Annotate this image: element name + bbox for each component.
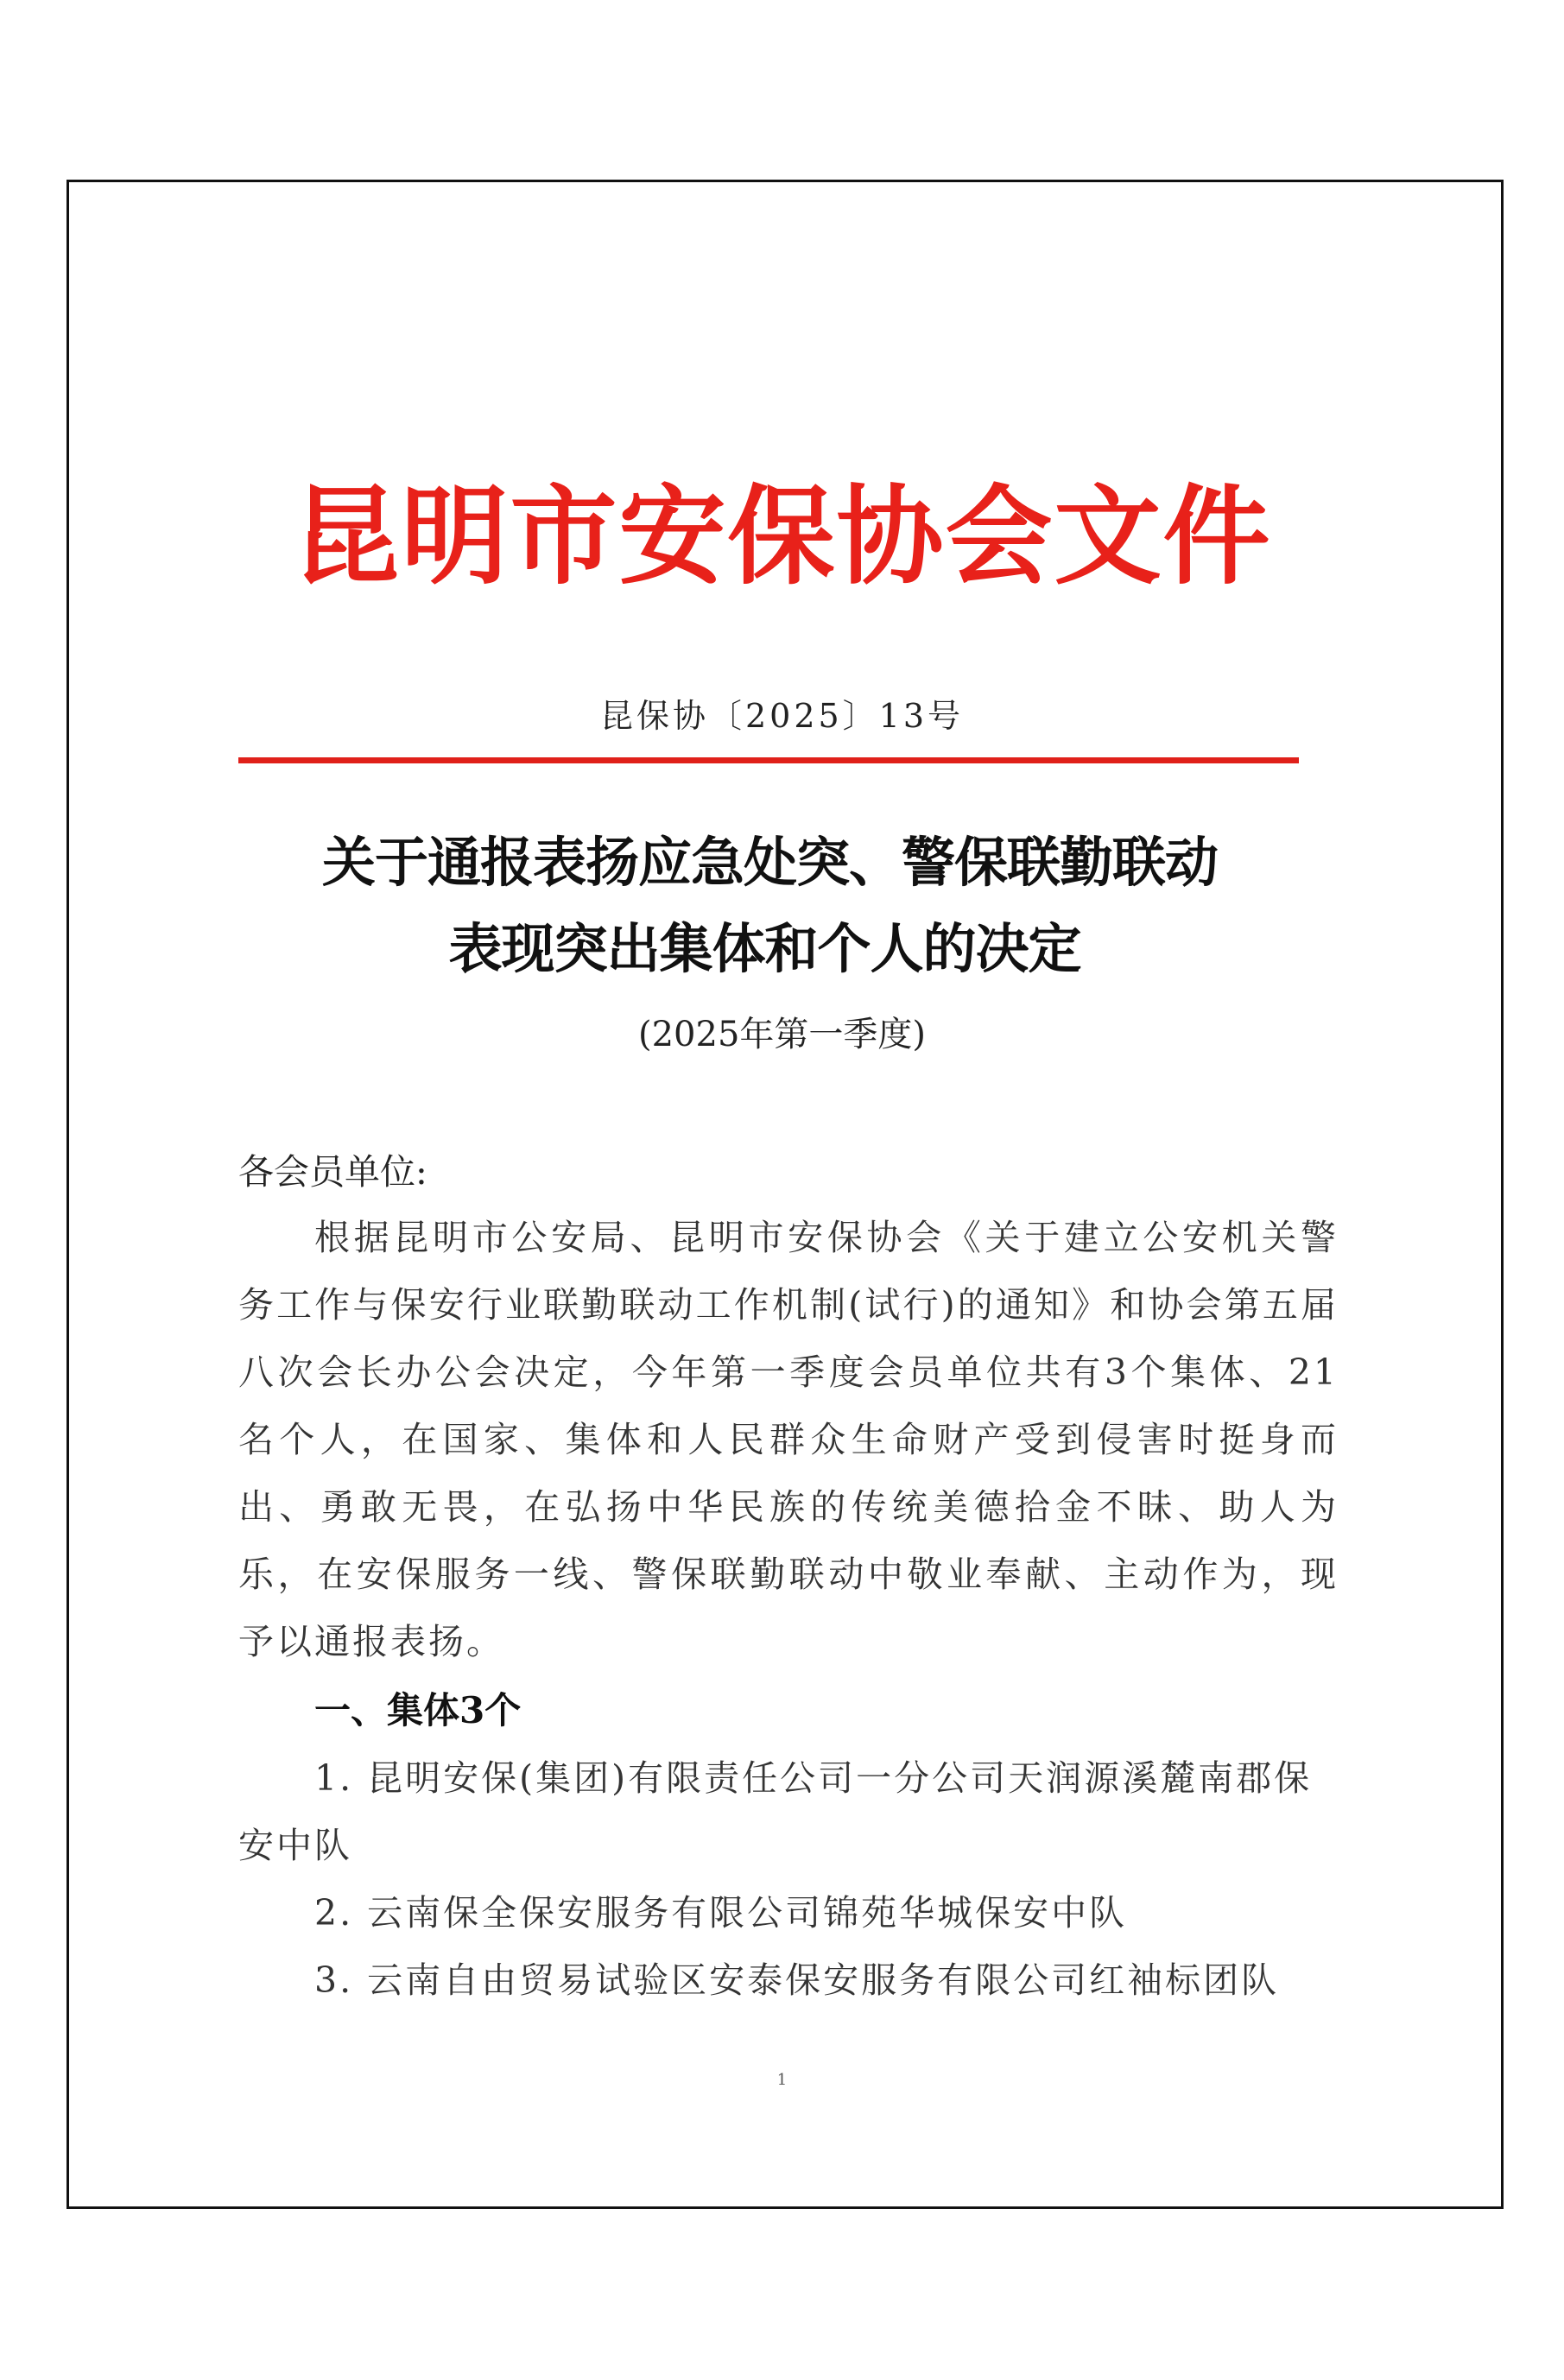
body-paragraph: 根据昆明市公安局、昆明市安保协会《关于建立公安机关警务工作与保安行业联勤联动工作机制(试行)的通知》和协会第五届八次会长办公会决定，今年第一季度会员单位共有3个集体、21名个人，在国家、集体和人民群众生命财产受到侵害时挺身而出、勇敢无畏，在弘扬中华民族的传统美德拾金不昧、助人为乐，在安保服务一线、警保联勤联动中敬业奉献、主动作为，现予以通报表扬。 [238,1217,1339,1662]
page-number: 1 [776,2071,788,2089]
document-title-line-2: 表现突出集体和个人的决定 [448,917,1081,980]
list-item: 3. 云南自由贸易试验区安泰保安服务有限公司红袖标团队 [314,1959,1280,2001]
list-item: 1. 昆明安保(集团)有限责任公司一分公司天润源溪麓南郡保安中队 [238,1757,1313,1866]
document-masthead: 昆明市安保协会文件 [292,474,1272,599]
section-heading: 一、集体3个 [314,1689,522,1731]
salutation: 各会员单位: [238,1151,427,1193]
document-title-line-1: 关于通报表扬应急处突、警保联勤联动 [321,831,1218,894]
document-subtitle: (2025年第一季度) [637,1015,926,1054]
list-item: 2. 云南保全保安服务有限公司锦苑华城保安中队 [314,1892,1128,1934]
document-number: 昆保协〔2025〕13号 [599,697,965,735]
red-divider-line [238,757,1299,763]
